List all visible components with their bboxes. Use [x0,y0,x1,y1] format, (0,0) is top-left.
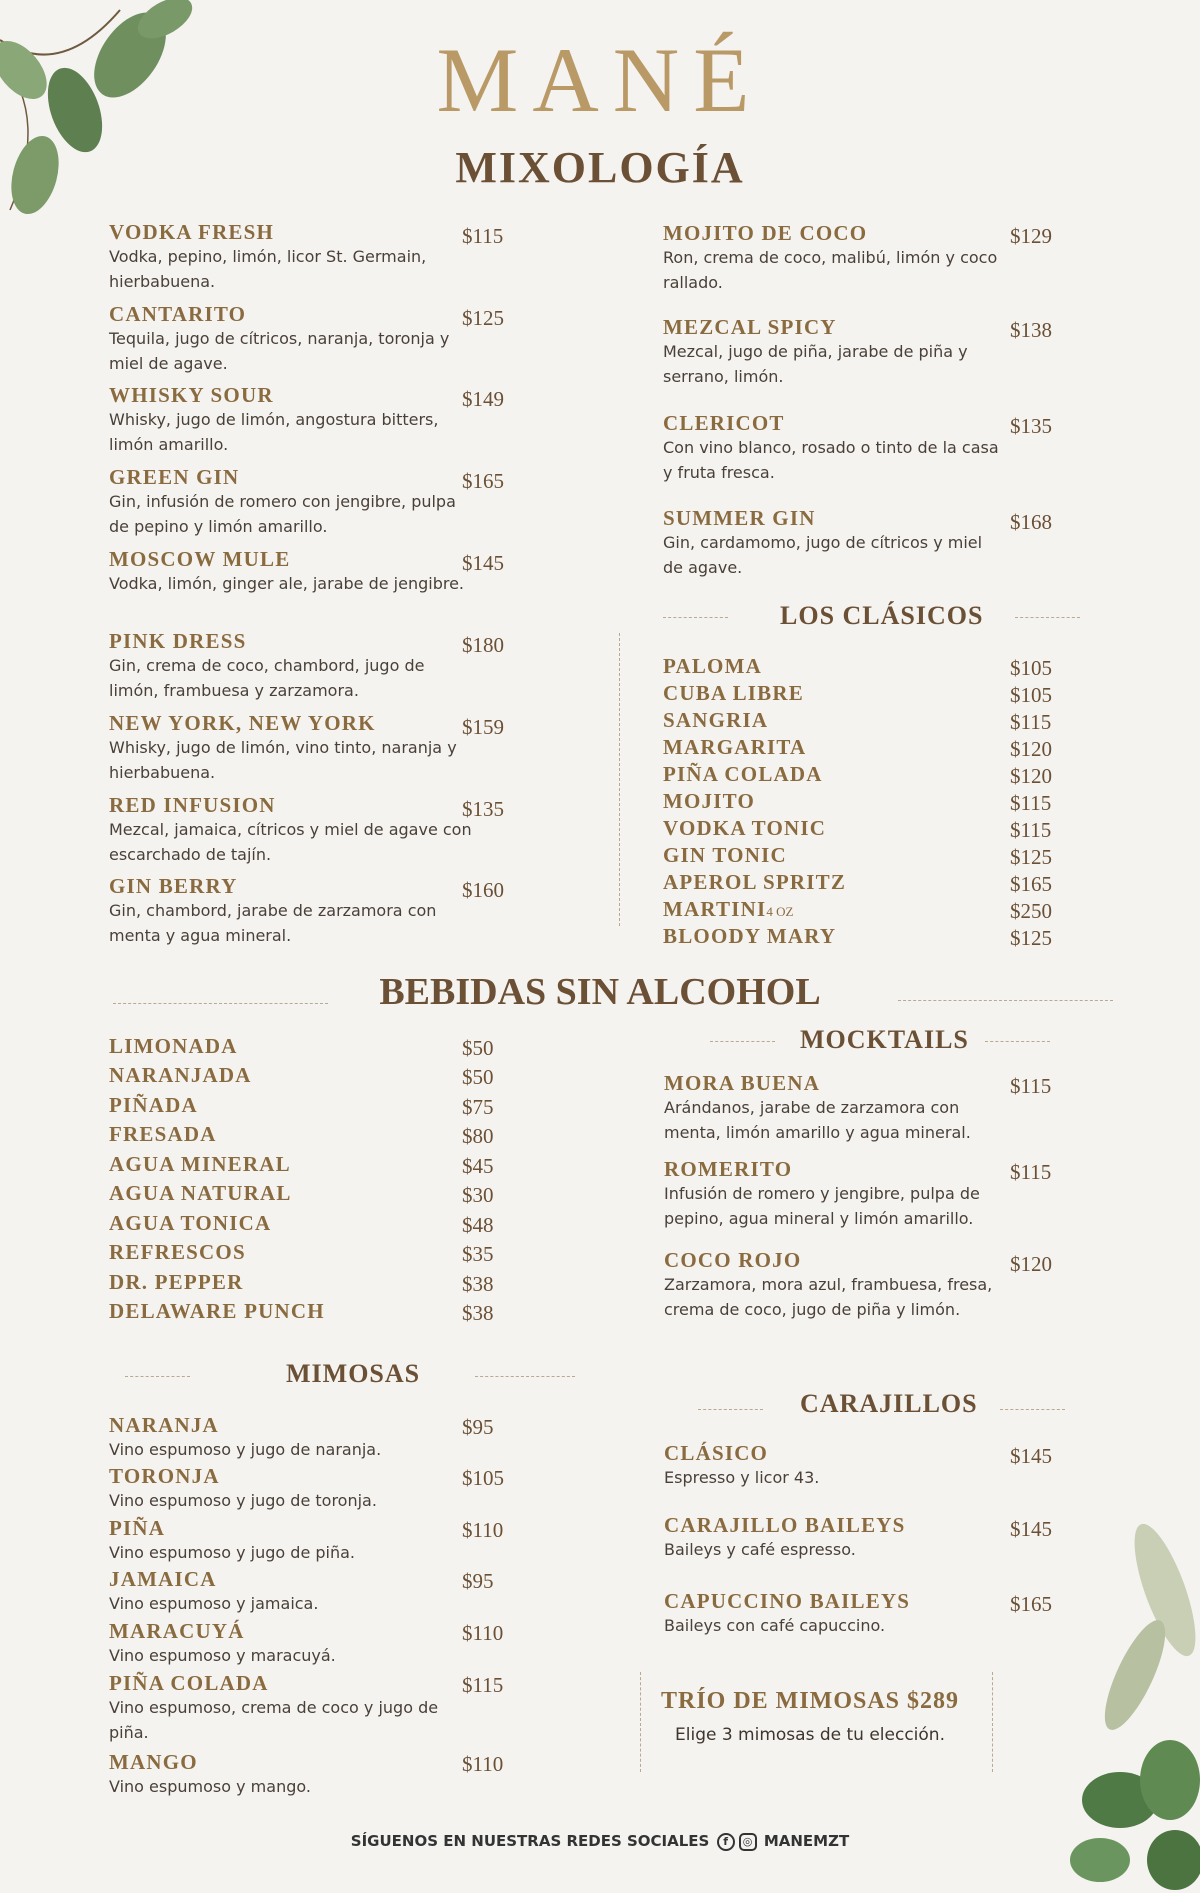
menu-item-name: DR. PEPPER [109,1270,244,1294]
menu-item-description: Baileys con café capuccino. [664,1616,886,1635]
menu-item-name: CANTARITO [109,302,247,326]
menu-item-price: $95 [462,1569,494,1593]
menu-item-name: AGUA NATURAL [109,1181,292,1205]
menu-item-price: $110 [462,1621,504,1645]
menu-item-name: MOJITO DE COCO [663,221,868,245]
menu-item-name: WHISKY SOUR [109,383,274,407]
menu-item-price: $45 [462,1154,494,1178]
menu-item-price: $50 [462,1036,494,1060]
menu-item-price: $125 [1010,926,1052,950]
divider [985,1041,1050,1042]
divider [992,1672,993,1772]
menu-item-description: Infusión de romero y jengibre, pulpa de pepino, agua mineral y limón amarillo. [664,1184,980,1228]
divider [898,1000,1113,1001]
menu-item-price: $80 [462,1124,494,1148]
instagram-icon[interactable]: ◎ [739,1833,757,1851]
menu-item-description: Gin, crema de coco, chambord, jugo de limón, frambuesa y zarzamora. [109,656,425,700]
menu-item-name: CAPUCCINO BAILEYS [664,1589,911,1613]
menu-item-price: $165 [1010,872,1052,896]
facebook-icon[interactable]: f [717,1833,735,1851]
menu-item-price: $105 [1010,683,1052,707]
menu-item-price: $125 [1010,845,1052,869]
menu-item-size-note: 4 OZ [766,904,794,919]
menu-item-price: $129 [1010,224,1052,248]
menu-item-price: $115 [1010,1160,1052,1184]
menu-item-name: DELAWARE PUNCH [109,1299,325,1323]
menu-item-description: Vino espumoso y jugo de piña. [109,1543,356,1562]
menu-item-price: $145 [1010,1444,1052,1468]
menu-item-name: CLERICOT [663,411,785,435]
menu-item-name: FRESADA [109,1122,217,1146]
menu-item-name: GREEN GIN [109,465,240,489]
menu-item-name: RED INFUSION [109,793,276,817]
menu-item-name: SANGRIA [663,708,769,732]
menu-item-name: MARTINI [663,897,767,921]
menu-item-price: $95 [462,1415,494,1439]
divider [710,1041,775,1042]
menu-item-price: $110 [462,1518,504,1542]
menu-item-price: $180 [462,633,504,657]
menu-item-description: Vino espumoso y jamaica. [109,1594,319,1613]
menu-item-description: Vodka, limón, ginger ale, jarabe de jengibre. [109,574,465,593]
menu-item-name: VODKA TONIC [663,816,827,840]
menu-item-price: $250 [1010,899,1052,923]
menu-item-description: Gin, chambord, jarabe de zarzamora con menta y agua mineral. [109,901,437,945]
menu-item-name: GIN BERRY [109,874,238,898]
menu-item-price: $115 [1010,818,1052,842]
menu-item-price: $120 [1010,764,1052,788]
menu-item-price: $105 [1010,656,1052,680]
menu-item-name: COCO ROJO [664,1248,802,1272]
menu-item-price: $120 [1010,737,1052,761]
menu-item-description: Arándanos, jarabe de zarzamora con menta, limón amarillo y agua mineral. [664,1098,971,1142]
clasicos-title: LOS CLÁSICOS [780,601,984,630]
menu-item-name: JAMAICA [109,1567,217,1591]
menu-item-name [663,897,793,924]
menu-item-description: Tequila, jugo de cítricos, naranja, toronja y miel de agave. [109,329,450,373]
menu-item-description: Vino espumoso y mango. [109,1777,311,1796]
menu-item-name: GIN TONIC [663,843,787,867]
brand-logo: MANÉ [436,29,764,131]
menu-item-name: MEZCAL SPICY [663,315,837,339]
menu-item-description: Mezcal, jugo de piña, jarabe de piña y serrano, limón. [663,342,968,386]
menu-item-price: $115 [1010,1074,1052,1098]
menu-item-name: NARANJADA [109,1063,252,1087]
menu-item-price: $149 [462,387,504,411]
menu-item-name: MOJITO [663,789,755,813]
menu-item-name: LIMONADA [109,1034,238,1058]
menu-item-name: REFRESCOS [109,1240,246,1264]
menu-item-price: $120 [1010,1252,1052,1276]
menu-item-description: Ron, crema de coco, malibú, limón y coco rallado. [663,248,998,292]
menu-item-price: $115 [1010,791,1052,815]
menu-item-description: Con vino blanco, rosado o tinto de la casa y fruta fresca. [663,438,999,482]
menu-item-name: PALOMA [663,654,762,678]
menu-item-price: $105 [462,1466,504,1490]
menu-item-price: $110 [462,1752,504,1776]
menu-item-price: $125 [462,306,504,330]
menu-item-name: PINK DRESS [109,629,247,653]
menu-item-name: MANGO [109,1750,198,1774]
menu-item-price: $160 [462,878,504,902]
menu-item-name: PIÑA COLADA [109,1671,269,1695]
menu-item-price: $168 [1010,510,1052,534]
menu-item-description: Gin, infusión de romero con jengibre, pulpa de pepino y limón amarillo. [109,492,456,536]
menu-item-price: $115 [462,224,504,248]
menu-item-name: APEROL SPRITZ [663,870,847,894]
menu-item-name: MARGARITA [663,735,807,759]
menu-item-price: $115 [1010,710,1052,734]
trio-mimosas-description: Elige 3 mimosas de tu elección. [675,1725,945,1745]
menu-item-name: PIÑA COLADA [663,762,823,786]
menu-item-name: ROMERITO [664,1157,793,1181]
menu-item-name: TORONJA [109,1464,220,1488]
menu-item-description: Vino espumoso, crema de coco y jugo de piña. [109,1698,439,1742]
menu-item-description: Vino espumoso y jugo de naranja. [109,1440,382,1459]
menu-item-price: $135 [1010,414,1052,438]
menu-item-price: $38 [462,1272,494,1296]
menu-item-description: Gin, cardamomo, jugo de cítricos y miel de agave. [663,533,983,577]
menu-item-description: Whisky, jugo de limón, angostura bitters, limón amarillo. [109,410,439,454]
mixologia-title: MIXOLOGÍA [455,143,745,192]
menu-item-price: $30 [462,1183,494,1207]
divider [640,1672,641,1772]
menu-item-description: Vodka, pepino, limón, licor St. Germain, hierbabuena. [109,247,427,291]
social-handle[interactable]: MANEMZT [763,1832,850,1850]
menu-item-name: CUBA LIBRE [663,681,804,705]
menu-item-price: $159 [462,715,504,739]
menu-item-name: NEW YORK, NEW YORK [109,711,376,735]
social-text: SÍGUENOS EN NUESTRAS REDES SOCIALES [350,1832,710,1850]
menu-item-name: MARACUYÁ [109,1619,245,1643]
menu-item-description: Vino espumoso y maracuyá. [109,1646,336,1665]
menu-item-name: CLÁSICO [664,1441,769,1465]
menu-item-description: Vino espumoso y jugo de toronja. [109,1491,377,1510]
menu-item-price: $165 [1010,1592,1052,1616]
divider [698,1409,763,1410]
menu-item-description: Whisky, jugo de limón, vino tinto, naranja y hierbabuena. [109,738,457,782]
trio-mimosas-title: TRÍO DE MIMOSAS $289 [660,1688,960,1714]
sin-alcohol-title: BEBIDAS SIN ALCOHOL [379,971,821,1013]
menu-item-name: NARANJA [109,1413,219,1437]
menu-item-name: AGUA MINERAL [109,1152,291,1176]
menu-item-price: $115 [462,1673,504,1697]
menu-item-name: MOSCOW MULE [109,547,291,571]
menu-item-price: $145 [462,551,504,575]
menu-item-name: VODKA FRESH [109,220,275,244]
menu-item-description: Espresso y licor 43. [664,1468,820,1487]
menu-item-description: Baileys y café espresso. [664,1540,856,1559]
divider [475,1376,575,1377]
carajillos-title: CARAJILLOS [800,1389,978,1418]
mocktails-title: MOCKTAILS [800,1025,969,1054]
menu-item-name: SUMMER GIN [663,506,816,530]
menu-item-name: BLOODY MARY [663,924,837,948]
menu-item-name: MORA BUENA [664,1071,821,1095]
menu-item-price: $138 [1010,318,1052,342]
menu-item-price: $35 [462,1242,494,1266]
divider [1015,617,1080,618]
menu-item-description: Mezcal, jamaica, cítricos y miel de agave con escarchado de tajín. [109,820,472,864]
divider [619,633,620,926]
divider [125,1376,190,1377]
menu-item-price: $50 [462,1065,494,1089]
menu-item-description: Zarzamora, mora azul, frambuesa, fresa, crema de coco, jugo de piña y limón. [664,1275,993,1319]
menu-item-price: $135 [462,797,504,821]
menu-item-price: $165 [462,469,504,493]
menu-item-name: PIÑADA [109,1093,198,1117]
menu-item-price: $75 [462,1095,494,1119]
menu-item-price: $48 [462,1213,494,1237]
social-footer [0,1832,1200,1851]
menu-item-price: $38 [462,1301,494,1325]
trio-mimosas-box [645,1688,975,1745]
mimosas-title: MIMOSAS [286,1359,421,1388]
menu-item-name: AGUA TONICA [109,1211,272,1235]
menu-item-price: $145 [1010,1517,1052,1541]
menu-item-name: CARAJILLO BAILEYS [664,1513,906,1537]
menu-item-name: PIÑA [109,1516,166,1540]
divider [663,617,728,618]
divider [1000,1409,1065,1410]
